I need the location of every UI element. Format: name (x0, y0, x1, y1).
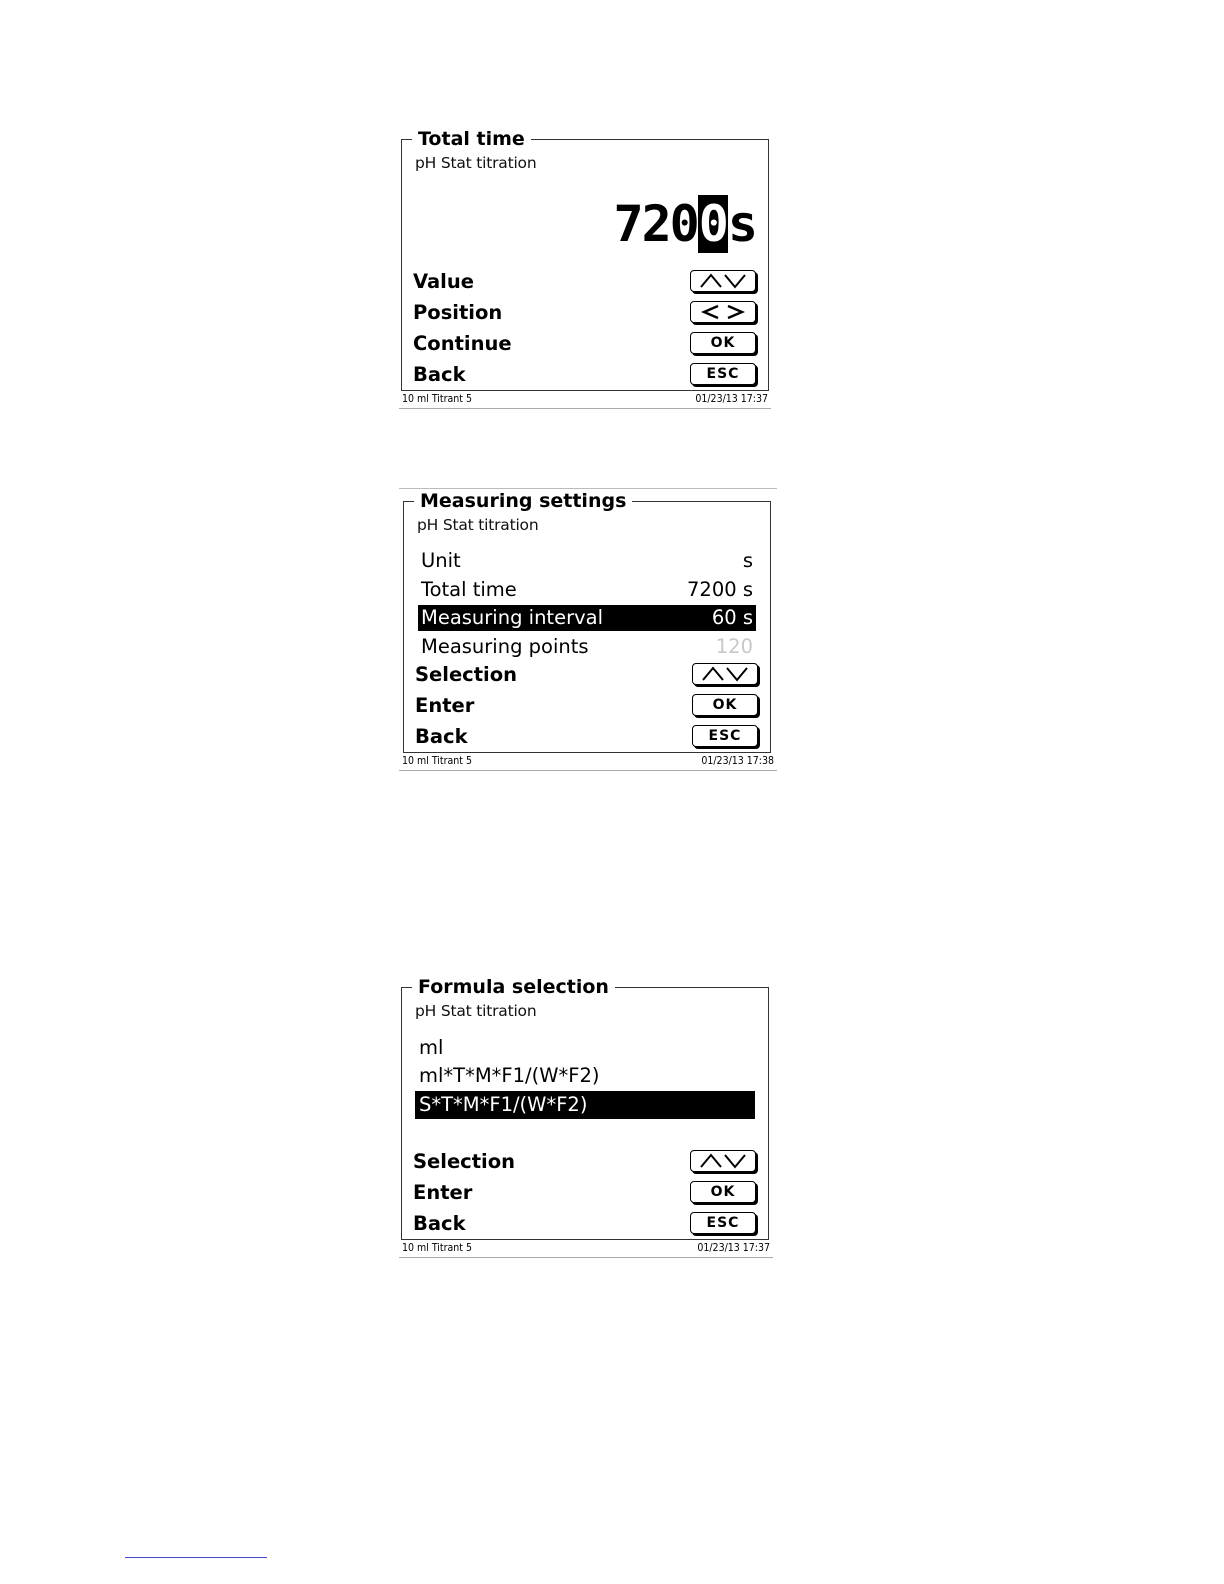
setting-row-measuring-points (418, 634, 756, 660)
total-time-screen (399, 125, 771, 409)
back-key-label: Back (415, 725, 468, 748)
status-device: 10 ml Titrant 5 (402, 755, 472, 767)
setting-label: Measuring interval (421, 606, 604, 629)
status-datetime: 01/23/13 17:38 (701, 755, 774, 767)
back-key-row (413, 1210, 756, 1238)
enter-key-label: Enter (415, 694, 475, 717)
screen-title: Formula selection (412, 975, 615, 999)
esc-button[interactable]: ESC (690, 363, 756, 385)
setting-value: 120 (715, 635, 753, 658)
setting-row-unit[interactable] (418, 548, 756, 574)
setting-value: 7200 s (687, 578, 753, 601)
setting-label: Unit (421, 549, 461, 572)
setting-row-total-time[interactable] (418, 577, 756, 603)
value-key-row (413, 268, 756, 296)
value-cursor-digit[interactable]: 0 (698, 195, 727, 253)
status-device: 10 ml Titrant 5 (402, 393, 472, 405)
enter-key-label: Enter (413, 1181, 473, 1204)
formula-text: ml*T*M*F1/(W*F2) (419, 1064, 600, 1087)
screen-subtitle: pH Stat titration (415, 1002, 537, 1020)
back-key-label: Back (413, 1212, 466, 1235)
formula-item-s-tmf1[interactable] (415, 1091, 755, 1119)
position-key-row (413, 299, 756, 327)
back-key-label: Back (413, 363, 466, 386)
left-right-arrows-icon[interactable] (690, 301, 756, 323)
back-key-row (413, 361, 756, 389)
esc-button[interactable]: ESC (690, 1212, 756, 1234)
status-datetime: 01/23/13 17:37 (695, 393, 768, 405)
measuring-settings-frame (403, 490, 771, 753)
formula-text: S*T*M*F1/(W*F2) (419, 1093, 588, 1116)
selection-key-label: Selection (415, 663, 518, 686)
status-bar (399, 754, 777, 771)
screen-subtitle: pH Stat titration (417, 516, 539, 534)
enter-key-row (415, 692, 758, 720)
setting-label: Measuring points (421, 635, 589, 658)
status-datetime: 01/23/13 17:37 (697, 1242, 770, 1254)
measuring-settings-screen (399, 488, 777, 773)
screen-title: Measuring settings (414, 489, 632, 513)
ok-button[interactable]: OK (692, 694, 758, 716)
setting-label: Total time (421, 578, 517, 601)
setting-row-measuring-interval[interactable] (418, 605, 756, 631)
continue-key-row (413, 330, 756, 358)
formula-selection-screen (399, 974, 773, 1259)
value-digits: 720 (613, 195, 698, 253)
selection-key-row (415, 661, 758, 689)
setting-value: s (742, 549, 753, 572)
ok-button[interactable]: OK (690, 1181, 756, 1203)
status-device: 10 ml Titrant 5 (402, 1242, 472, 1254)
formula-item-ml-tmf1[interactable] (415, 1062, 755, 1090)
back-key-row (415, 723, 758, 751)
status-bar (399, 392, 771, 409)
up-down-arrows-icon[interactable] (690, 270, 756, 292)
screen-subtitle: pH Stat titration (415, 154, 537, 172)
up-down-arrows-icon[interactable] (692, 663, 758, 685)
position-key-label: Position (413, 301, 503, 324)
status-bar (399, 1241, 773, 1258)
esc-button[interactable]: ESC (692, 725, 758, 747)
formula-text: ml (419, 1036, 444, 1059)
selection-key-row (413, 1148, 756, 1176)
enter-key-row (413, 1179, 756, 1207)
formula-item-ml[interactable] (415, 1034, 755, 1062)
selection-key-label: Selection (413, 1150, 516, 1173)
screen-title: Total time (412, 127, 531, 151)
ok-button[interactable]: OK (690, 332, 756, 354)
total-time-frame (401, 128, 769, 391)
value-unit: s (727, 195, 756, 253)
setting-value: 60 s (711, 606, 753, 629)
formula-selection-frame (401, 976, 769, 1240)
continue-key-label: Continue (413, 332, 512, 355)
up-down-arrows-icon[interactable] (690, 1150, 756, 1172)
value-key-label: Value (413, 270, 474, 293)
footnote-separator (125, 1557, 267, 1558)
total-time-value-editor[interactable] (613, 195, 756, 253)
